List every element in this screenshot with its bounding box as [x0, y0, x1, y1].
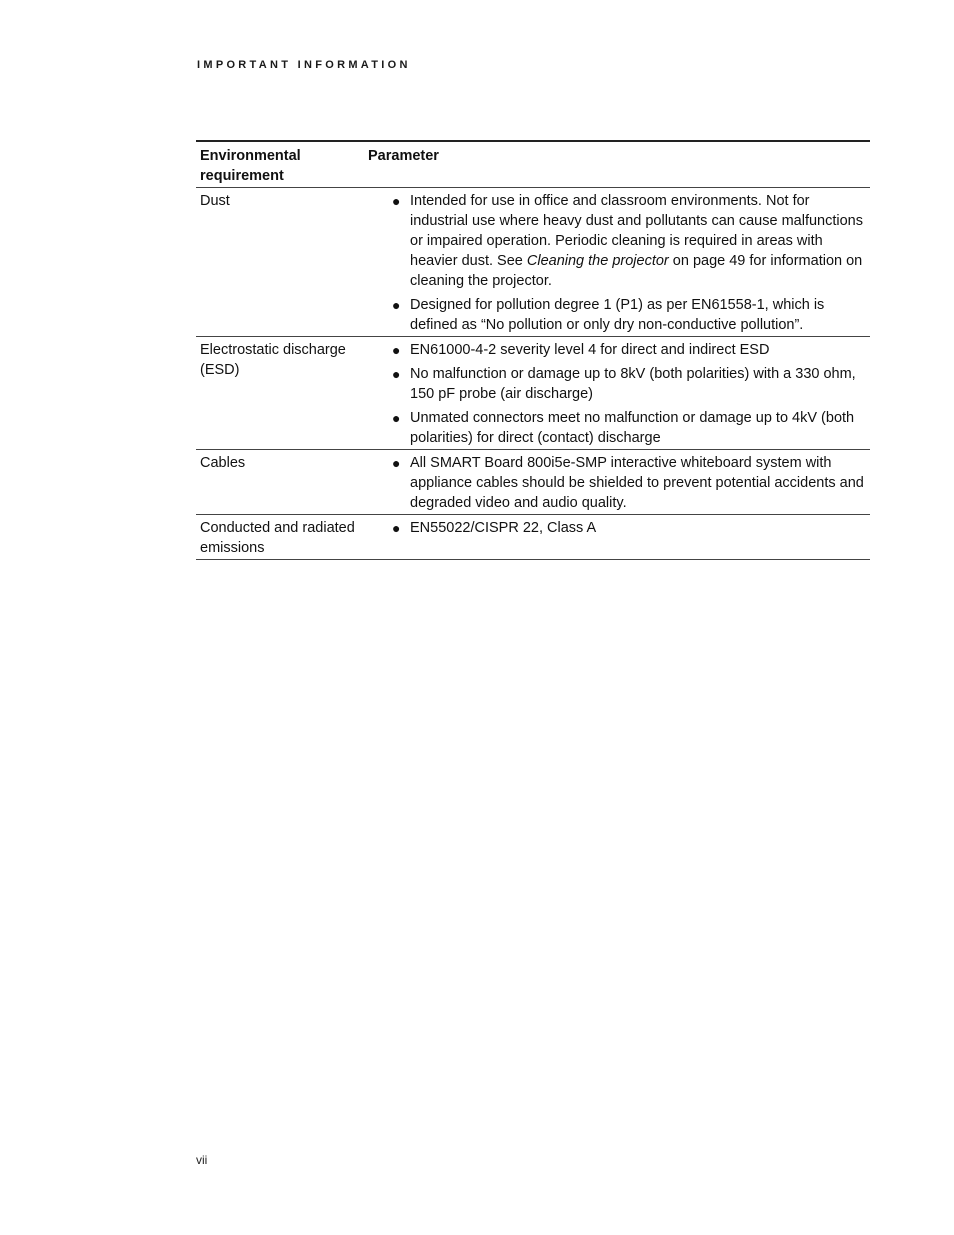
environmental-requirements-table	[196, 140, 870, 560]
parameter-item	[368, 518, 870, 538]
bullet-icon: ●	[392, 520, 401, 536]
parameter-text: No malfunction or damage up to 8kV (both polarities) with a 330 ohm, 150 pF probe (air discharge)	[410, 366, 856, 402]
parameter-list	[368, 453, 870, 513]
running-header-title: IMPORTANT INFORMATION	[197, 59, 411, 71]
bullet-icon: ●	[392, 366, 401, 382]
parameter-text: Unmated connectors meet no malfunction or damage up to 4kV (both polarities) for direct (contact) discharge	[410, 410, 855, 446]
requirement-cell: Dust	[200, 193, 230, 209]
parameter-item	[368, 408, 870, 448]
parameter-text: EN55022/CISPR 22, Class A	[410, 520, 597, 536]
requirement-cell: Conducted and radiated emissions	[200, 520, 355, 556]
parameter-list	[368, 518, 870, 538]
parameter-text: EN61000-4-2 severity level 4 for direct and indirect ESD	[410, 342, 770, 358]
table-row-cables	[196, 450, 870, 515]
table-row-emissions	[196, 515, 870, 560]
bullet-icon: ●	[392, 297, 401, 313]
requirement-cell: Cables	[200, 455, 246, 471]
parameter-cell	[368, 450, 870, 515]
parameter-text-continued: on page 49 for information on cleaning the projector.	[410, 253, 863, 289]
parameter-item	[368, 191, 870, 291]
bullet-icon: ●	[392, 193, 401, 209]
column-header-parameter: Parameter	[368, 148, 439, 164]
bullet-icon: ●	[392, 410, 401, 426]
parameter-text: Intended for use in office and classroom environments. Not for industrial use where heavy dust and pollutants can cause malfunctions or impaired operation. Periodic cleaning is required in areas with heavier dust. See	[410, 193, 863, 269]
parameter-item	[368, 295, 870, 335]
parameter-cell	[368, 188, 870, 337]
bullet-icon: ●	[392, 455, 401, 471]
parameter-text: Designed for pollution degree 1 (P1) as per EN61558-1, which is defined as “No pollution or only dry non-conductive pollution”.	[410, 297, 825, 333]
requirement-cell: Electrostatic discharge (ESD)	[200, 342, 346, 378]
parameter-list	[368, 340, 870, 448]
table-row-esd	[196, 337, 870, 450]
table-row-dust	[196, 188, 870, 337]
bullet-icon: ●	[392, 342, 401, 358]
parameter-item	[368, 340, 870, 360]
table-header-row	[196, 141, 870, 188]
parameter-item	[368, 453, 870, 513]
parameter-text: All SMART Board 800i5e-SMP interactive whiteboard system with appliance cables should be shielded to prevent potential accidents and degraded video and audio quality.	[410, 455, 864, 511]
parameter-item	[368, 364, 870, 404]
cross-reference-link-text: Cleaning the projector	[526, 253, 669, 269]
page-number: vii	[196, 1153, 208, 1167]
parameter-cell	[368, 337, 870, 450]
parameter-list	[368, 191, 870, 335]
column-header-requirement: Environmental requirement	[200, 148, 301, 184]
parameter-cell	[368, 515, 870, 560]
